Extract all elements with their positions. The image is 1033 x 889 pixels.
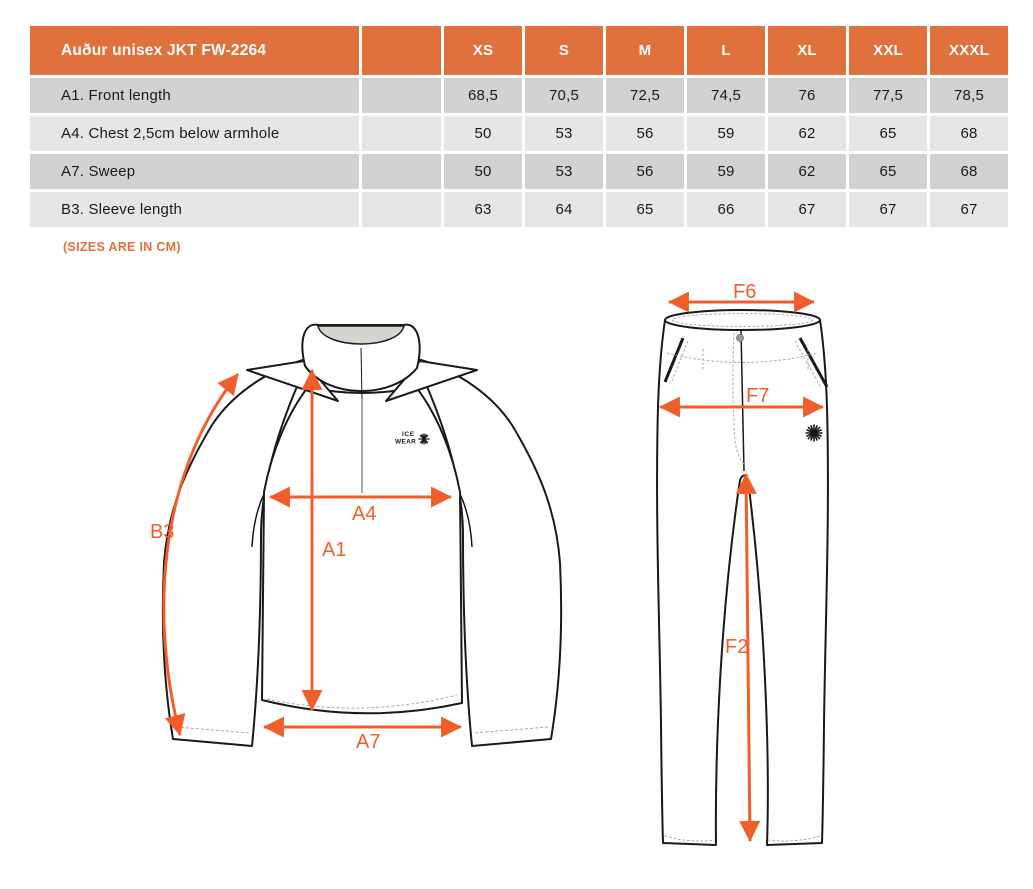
sizes-unit-note: (SIZES ARE IN CM) (63, 240, 181, 254)
value-cell: 74,5 (687, 78, 765, 113)
f6-label: F6 (733, 281, 757, 303)
value-cell: 78,5 (930, 78, 1008, 113)
snowflake-icon (806, 425, 822, 441)
size-header-cell: XXXL (930, 26, 1008, 75)
row-label-cell: A4. Chest 2,5cm below armhole (30, 116, 359, 151)
value-cell: 50 (444, 154, 522, 189)
spacer-header-cell (362, 26, 441, 75)
pants-diagram (630, 275, 860, 865)
size-header-cell: L (687, 26, 765, 75)
row-label-cell: A7. Sweep (30, 154, 359, 189)
value-cell: 50 (444, 116, 522, 151)
value-cell: 77,5 (849, 78, 927, 113)
value-cell: 68,5 (444, 78, 522, 113)
value-cell: 59 (687, 154, 765, 189)
waist-button (737, 335, 744, 342)
value-cell: 67 (768, 192, 846, 227)
value-cell: 65 (849, 154, 927, 189)
table-title-cell: Auður unisex JKT FW-2264 (30, 26, 359, 75)
value-cell: 65 (849, 116, 927, 151)
jacket-outline (163, 325, 561, 746)
value-cell: 70,5 (525, 78, 603, 113)
logo-text-wear: WEAR (395, 438, 417, 446)
value-cell: 62 (768, 154, 846, 189)
a7-label: A7 (356, 731, 381, 753)
f2-label: F2 (725, 636, 749, 658)
size-header-cell: M (606, 26, 684, 75)
value-cell: 63 (444, 192, 522, 227)
size-table (30, 26, 1008, 227)
value-cell: 76 (768, 78, 846, 113)
size-header-cell: XXL (849, 26, 927, 75)
b3-label: B3 (150, 521, 175, 543)
row-label-cell: A1. Front length (30, 78, 359, 113)
value-cell: 56 (606, 154, 684, 189)
value-cell: 72,5 (606, 78, 684, 113)
spacer-cell (362, 192, 441, 227)
spacer-cell (362, 78, 441, 113)
value-cell: 56 (606, 116, 684, 151)
value-cell: 53 (525, 154, 603, 189)
value-cell: 68 (930, 154, 1008, 189)
spacer-cell (362, 154, 441, 189)
size-header-cell: XS (444, 26, 522, 75)
a4-label: A4 (352, 503, 377, 525)
value-cell: 62 (768, 116, 846, 151)
value-cell: 53 (525, 116, 603, 151)
f7-label: F7 (746, 385, 770, 407)
value-cell: 66 (687, 192, 765, 227)
value-cell: 68 (930, 116, 1008, 151)
value-cell: 64 (525, 192, 603, 227)
snowflake-icon (419, 434, 429, 444)
value-cell: 65 (606, 192, 684, 227)
size-header-cell: XL (768, 26, 846, 75)
value-cell: 67 (849, 192, 927, 227)
a1-label: A1 (322, 539, 347, 561)
jacket-diagram (140, 295, 580, 780)
value-cell: 59 (687, 116, 765, 151)
value-cell: 67 (930, 192, 1008, 227)
spacer-cell (362, 116, 441, 151)
pants-outline (657, 310, 828, 845)
size-header-cell: S (525, 26, 603, 75)
logo-text-ice: ICE (402, 431, 415, 438)
pants-waist-opening (665, 310, 820, 330)
row-label-cell: B3. Sleeve length (30, 192, 359, 227)
